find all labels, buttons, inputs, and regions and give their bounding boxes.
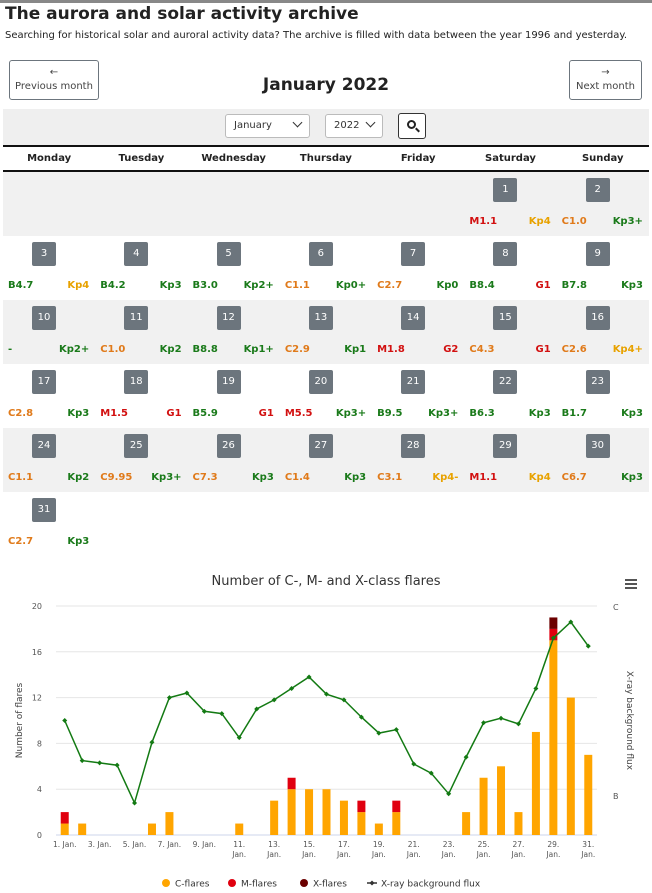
kp-index-value: Kp3+ — [151, 472, 182, 483]
day-number-badge[interactable]: 17 — [32, 370, 56, 394]
max-flare-value: C2.9 — [284, 344, 310, 355]
max-flare-value: C1.4 — [284, 472, 310, 483]
kp-index-value: Kp3 — [67, 536, 90, 547]
day-cell[interactable] — [95, 428, 187, 492]
day-number-badge[interactable]: 20 — [309, 370, 333, 394]
kp-index-value: Kp3 — [621, 280, 643, 291]
x-tick-label: 1. Jan. — [52, 840, 77, 849]
arrow-left-icon: ← — [49, 67, 59, 78]
day-number-badge[interactable]: 26 — [217, 434, 241, 458]
xray-flux-point — [499, 716, 504, 721]
day-cell[interactable] — [3, 492, 95, 556]
xray-flux-point — [167, 695, 172, 700]
search-icon-handle — [415, 128, 420, 133]
x-tick-label: Jan. — [581, 850, 596, 859]
max-flare-value: B8.8 — [192, 344, 218, 355]
kp-index-value: G1 — [535, 280, 551, 291]
weekday-thursday: Thursday — [299, 153, 352, 164]
kp-index-value: G1 — [535, 344, 551, 355]
c-flare-bar — [497, 766, 505, 835]
day-number-badge[interactable]: 22 — [493, 370, 517, 394]
x-flare-bar — [549, 617, 557, 628]
day-cell[interactable] — [280, 236, 372, 300]
kp-index-value: Kp3 — [621, 408, 643, 419]
day-number-badge[interactable]: 23 — [586, 370, 610, 394]
day-cell[interactable] — [3, 236, 95, 300]
arrow-right-icon: → — [601, 67, 610, 78]
kp-index-value: G1 — [166, 408, 182, 419]
c-flare-bar — [61, 824, 69, 835]
legend-xray-flux: X-ray background flux — [381, 879, 481, 890]
day-cell[interactable] — [372, 300, 464, 364]
day-number-badge[interactable]: 27 — [309, 434, 333, 458]
y2-axis-label: X-ray background flux — [624, 670, 634, 771]
xray-flux-point — [97, 760, 102, 765]
x-tick-label: 13. — [268, 840, 281, 849]
day-cell[interactable] — [95, 300, 187, 364]
next-month-label: Next month — [576, 81, 635, 92]
day-number-badge[interactable]: 24 — [32, 434, 56, 458]
y-tick-label: 4 — [36, 785, 42, 795]
m-flare-bar — [288, 778, 296, 789]
day-cell[interactable] — [95, 236, 187, 300]
x-tick-label: 15. — [303, 840, 316, 849]
max-flare-value: C2.8 — [8, 408, 34, 419]
x-tick-label: Jan. — [302, 850, 317, 859]
menu-icon[interactable] — [625, 579, 637, 589]
c-flare-bar — [340, 801, 348, 835]
day-number-badge[interactable]: 21 — [401, 370, 425, 394]
max-flare-value: B1.7 — [561, 408, 588, 419]
day-number-badge[interactable]: 10 — [32, 306, 56, 330]
y2-tick-label: C — [613, 603, 619, 612]
max-flare-value: C2.7 — [8, 536, 34, 547]
c-flare-bar — [305, 789, 313, 835]
day-cell[interactable] — [557, 364, 649, 428]
day-cell[interactable] — [3, 300, 95, 364]
max-flare-value: C2.6 — [561, 344, 587, 355]
flare-chart-svg — [0, 566, 652, 893]
kp-index-value: Kp1+ — [243, 344, 274, 355]
kp-index-value: Kp4 — [528, 472, 551, 483]
day-cell[interactable] — [464, 236, 556, 300]
day-cell[interactable] — [188, 428, 280, 492]
day-number-badge[interactable]: 31 — [32, 498, 56, 522]
x-tick-label: Jan. — [441, 850, 456, 859]
menu-icon-line — [625, 579, 637, 581]
max-flare-value: C1.0 — [561, 216, 587, 227]
max-flare-value: B7.8 — [561, 280, 588, 291]
day-number-badge[interactable]: 25 — [124, 434, 148, 458]
x-tick-label: 19. — [372, 840, 385, 849]
day-cell[interactable] — [464, 428, 556, 492]
xray-flux-point — [481, 720, 486, 725]
c-flare-bar — [375, 824, 383, 835]
day-cell[interactable] — [464, 172, 556, 236]
day-cell[interactable] — [3, 428, 95, 492]
c-flare-bar — [392, 812, 400, 835]
max-flare-value: M5.5 — [284, 408, 313, 419]
kp-index-value: Kp3 — [528, 408, 551, 419]
day-number-badge[interactable]: 29 — [493, 434, 517, 458]
m-flare-bar — [357, 801, 365, 812]
kp-index-value: Kp4- — [432, 472, 459, 483]
c-flare-bar — [357, 812, 365, 835]
legend-x-flares: X-flares — [313, 879, 347, 890]
weekday-header — [3, 145, 649, 172]
c-flare-bar — [480, 778, 488, 835]
max-flare-value: M1.8 — [377, 344, 405, 355]
c-flare-bar — [165, 812, 173, 835]
xray-flux-point — [132, 800, 137, 805]
c-flare-bar — [549, 640, 557, 835]
xray-flux-point — [464, 755, 469, 760]
y-axis-label: Number of flares — [15, 682, 25, 759]
day-number-badge[interactable]: 16 — [586, 306, 610, 330]
xray-flux-point — [533, 686, 538, 691]
y-tick-label: 8 — [36, 739, 42, 749]
c-flare-bar — [514, 812, 522, 835]
month-select[interactable] — [225, 114, 310, 138]
x-tick-label: Jan. — [476, 850, 491, 859]
next-month-button[interactable] — [569, 60, 642, 100]
weekday-wednesday: Wednesday — [201, 153, 266, 164]
xray-flux-line — [65, 622, 589, 803]
month-title: January 2022 — [262, 75, 390, 95]
kp-index-value: Kp2 — [159, 344, 182, 355]
kp-index-value: Kp3 — [621, 472, 643, 483]
day-cell[interactable] — [372, 236, 464, 300]
kp-index-value: Kp4+ — [612, 344, 643, 355]
day-number-badge[interactable]: 14 — [401, 306, 425, 330]
max-flare-value: B4.7 — [8, 280, 34, 291]
menu-icon-line — [625, 587, 637, 589]
day-cell[interactable] — [280, 300, 372, 364]
kp-index-value: Kp2 — [67, 472, 90, 483]
c-flare-bar — [270, 801, 278, 835]
empty-day-cell — [3, 172, 464, 236]
day-cell[interactable] — [372, 364, 464, 428]
kp-index-value: Kp3 — [67, 408, 90, 419]
legend-m-flares: M-flares — [241, 879, 277, 890]
kp-index-value: Kp3 — [159, 280, 182, 291]
day-cell[interactable] — [280, 364, 372, 428]
day-number-badge[interactable]: 3 — [32, 242, 56, 266]
day-cell[interactable] — [372, 428, 464, 492]
x-tick-label: 7. Jan. — [157, 840, 182, 849]
kp-index-value: Kp3 — [344, 472, 367, 483]
day-number-badge[interactable]: 4 — [124, 242, 148, 266]
kp-index-value: Kp0 — [436, 280, 459, 291]
day-number-badge[interactable]: 6 — [309, 242, 333, 266]
calendar-grid — [3, 172, 649, 556]
max-flare-value: B4.2 — [100, 280, 126, 291]
day-number-badge[interactable]: 1 — [493, 178, 517, 202]
search-button[interactable] — [398, 113, 426, 139]
max-flare-value: C7.3 — [192, 472, 218, 483]
day-number-badge[interactable]: 13 — [309, 306, 333, 330]
kp-index-value: Kp3 — [251, 472, 274, 483]
day-cell[interactable] — [188, 364, 280, 428]
weekday-tuesday: Tuesday — [118, 153, 165, 164]
day-number-badge[interactable]: 9 — [586, 242, 610, 266]
weekday-friday: Friday — [400, 153, 436, 164]
c-flare-bar — [567, 698, 575, 835]
kp-index-value: Kp4 — [528, 216, 551, 227]
kp-index-value: Kp3+ — [428, 408, 459, 419]
top-border — [0, 0, 652, 3]
filter-bar — [3, 109, 649, 145]
legend-c-flares-marker — [162, 879, 170, 887]
c-flare-bar — [532, 732, 540, 835]
x-tick-label: Jan. — [232, 850, 247, 859]
x-tick-label: 29. — [547, 840, 560, 849]
day-cell[interactable] — [3, 364, 95, 428]
max-flare-value: M1.5 — [100, 408, 128, 419]
kp-index-value: Kp3+ — [335, 408, 367, 419]
max-flare-value: C3.1 — [377, 472, 403, 483]
kp-index-value: Kp2+ — [59, 344, 90, 355]
year-select[interactable] — [325, 114, 383, 138]
max-flare-value: B8.4 — [469, 280, 495, 291]
day-cell[interactable] — [95, 364, 187, 428]
y2-tick-label: B — [613, 791, 619, 801]
flare-chart — [0, 566, 652, 893]
max-flare-value: M1.1 — [469, 472, 498, 483]
max-flare-value: B6.3 — [469, 408, 495, 419]
c-flare-bar — [288, 789, 296, 835]
max-flare-value: C1.1 — [8, 472, 34, 483]
kp-index-value: Kp0+ — [335, 280, 367, 291]
kp-index-value: Kp2+ — [243, 280, 274, 291]
year-select-value: 2022 — [334, 120, 360, 131]
legend-xray-marker — [370, 881, 375, 886]
day-number-badge[interactable]: 2 — [586, 178, 610, 202]
max-flare-value: C1.0 — [100, 344, 126, 355]
x-tick-label: 9. Jan. — [192, 840, 217, 849]
day-cell[interactable] — [464, 364, 556, 428]
c-flare-bar — [78, 824, 86, 835]
legend-m-flares-marker — [228, 879, 236, 887]
max-flare-value: M1.1 — [469, 216, 498, 227]
x-tick-label: 27. — [512, 840, 525, 849]
previous-month-label: Previous month — [15, 81, 93, 92]
chevron-down-icon — [366, 118, 376, 128]
kp-index-value: G2 — [443, 344, 459, 355]
xray-flux-point — [411, 762, 416, 767]
day-cell[interactable] — [188, 300, 280, 364]
chevron-down-icon — [293, 118, 303, 128]
kp-index-value: Kp1 — [344, 344, 367, 355]
xray-flux-point — [62, 718, 67, 723]
x-tick-label: 3. Jan. — [87, 840, 112, 849]
y-tick-label: 0 — [36, 831, 42, 840]
max-flare-value: C4.3 — [469, 344, 495, 355]
x-tick-label: 25. — [477, 840, 490, 849]
chart-title: Number of C-, M- and X-class flares — [211, 574, 441, 589]
max-flare-value: - — [8, 344, 13, 355]
day-cell[interactable] — [557, 236, 649, 300]
day-cell[interactable] — [280, 428, 372, 492]
menu-icon-line — [625, 583, 637, 585]
xray-flux-point — [115, 763, 120, 768]
page-intro: Searching for historical solar and auroral activity data? The archive is filled with data between the year 1996 and yesterday. — [5, 30, 628, 41]
kp-index-value: Kp3+ — [612, 216, 643, 227]
xray-flux-point — [80, 758, 85, 763]
x-tick-label: Jan. — [546, 850, 561, 859]
c-flare-bar — [148, 824, 156, 835]
x-tick-label: Jan. — [336, 850, 351, 859]
max-flare-value: B5.9 — [192, 408, 218, 419]
max-flare-value: B3.0 — [192, 280, 218, 291]
weekday-saturday: Saturday — [485, 153, 536, 164]
xray-flux-point — [149, 740, 154, 745]
y-tick-label: 20 — [31, 602, 42, 611]
xray-flux-point — [516, 721, 521, 726]
day-cell[interactable] — [557, 172, 649, 236]
day-number-badge[interactable]: 11 — [124, 306, 148, 330]
weekday-monday: Monday — [27, 153, 72, 164]
day-cell[interactable] — [464, 300, 556, 364]
legend-x-flares-marker — [300, 879, 308, 887]
c-flare-bar — [323, 789, 331, 835]
x-tick-label: Jan. — [371, 850, 386, 859]
x-tick-label: Jan. — [267, 850, 282, 859]
day-cell[interactable] — [557, 300, 649, 364]
m-flare-bar — [392, 801, 400, 812]
max-flare-value: C1.1 — [284, 280, 310, 291]
day-number-badge[interactable]: 28 — [401, 434, 425, 458]
kp-index-value: Kp4 — [67, 280, 90, 291]
day-number-badge[interactable]: 5 — [217, 242, 241, 266]
day-number-badge[interactable]: 30 — [586, 434, 610, 458]
max-flare-value: B9.5 — [377, 408, 403, 419]
m-flare-bar — [61, 812, 69, 823]
c-flare-bar — [462, 812, 470, 835]
x-tick-label: Jan. — [511, 850, 526, 859]
day-number-badge[interactable]: 18 — [124, 370, 148, 394]
y-tick-label: 12 — [31, 693, 42, 703]
c-flare-bar — [235, 824, 243, 835]
day-number-badge[interactable]: 19 — [217, 370, 241, 394]
day-number-badge[interactable]: 12 — [217, 306, 241, 330]
x-tick-label: 31. — [582, 840, 595, 849]
max-flare-value: C9.95 — [100, 472, 133, 483]
day-number-badge[interactable]: 15 — [493, 306, 517, 330]
x-tick-label: 21. — [407, 840, 420, 849]
c-flare-bar — [584, 755, 592, 835]
x-tick-label: 17. — [337, 840, 350, 849]
x-tick-label: 23. — [442, 840, 455, 849]
x-tick-label: 11. — [233, 840, 246, 849]
day-number-badge[interactable]: 7 — [401, 242, 425, 266]
day-cell[interactable] — [557, 428, 649, 492]
day-cell[interactable] — [188, 236, 280, 300]
page-title: The aurora and solar activity archive — [5, 4, 359, 24]
kp-index-value: G1 — [258, 408, 274, 419]
legend-c-flares: C-flares — [175, 879, 210, 890]
max-flare-value: C2.7 — [377, 280, 403, 291]
day-number-badge[interactable]: 8 — [493, 242, 517, 266]
max-flare-value: C6.7 — [561, 472, 587, 483]
x-tick-label: Jan. — [406, 850, 421, 859]
x-tick-label: 5. Jan. — [122, 840, 147, 849]
xray-flux-point — [394, 727, 399, 732]
month-select-value: January — [234, 120, 272, 131]
weekday-sunday: Sunday — [581, 153, 624, 164]
y-tick-label: 16 — [31, 647, 42, 657]
